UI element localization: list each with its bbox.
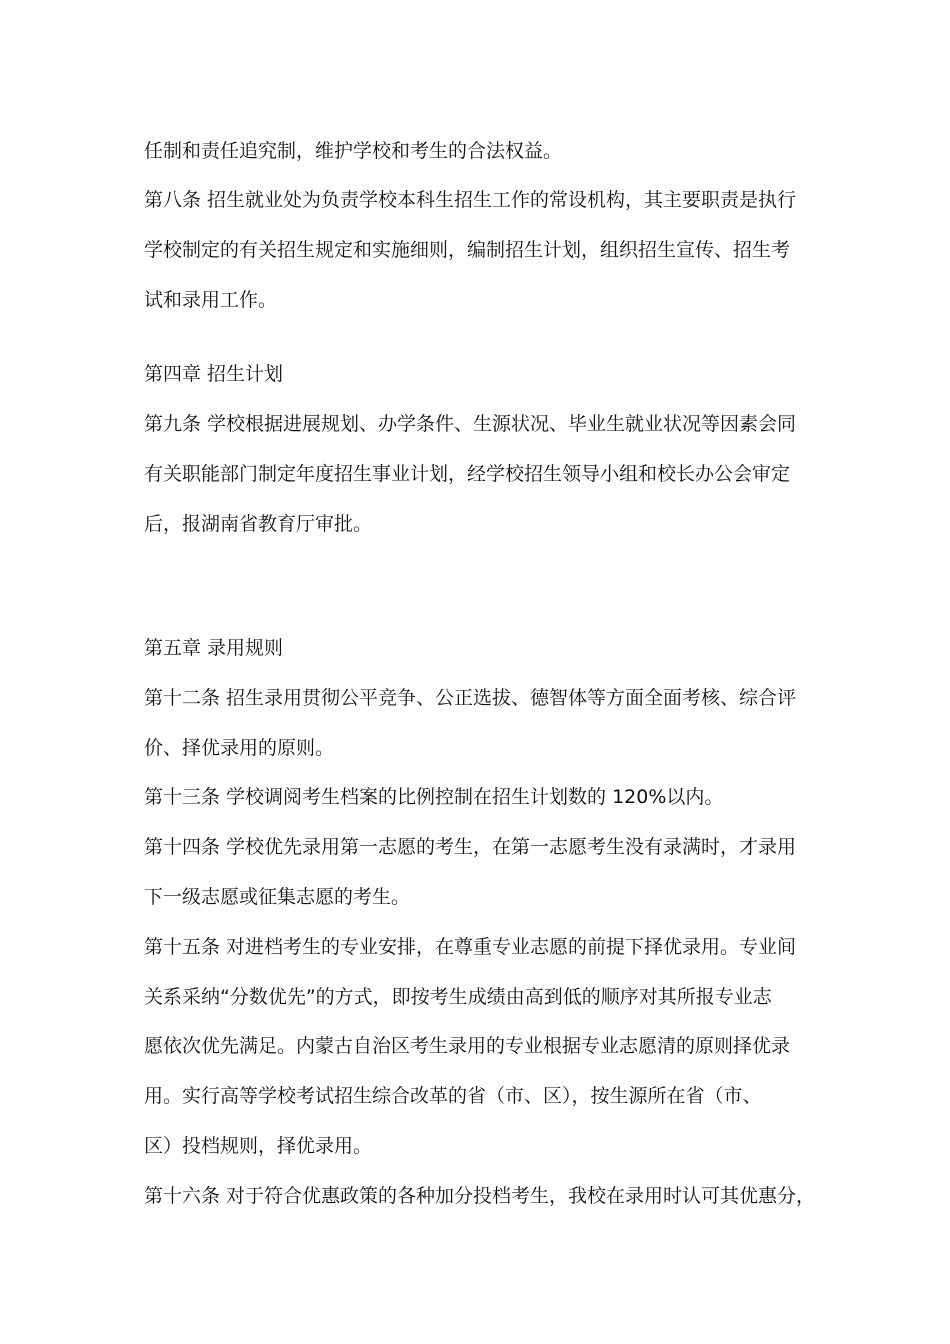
article-13-line-1: 第十三条 学校调阅考生档案的比例控制在招生计划数的 120%以内。 [144,786,724,808]
article-12-line-2: 价、择优录用的原则。 [144,737,335,759]
article-15-line-3: 愿依次优先满足。内蒙古自治区考生录用的专业根据专业志愿清的原则择优录 [144,1035,791,1057]
article-14-line-2: 下一级志愿或征集志愿的考生。 [144,886,411,908]
article-15-line-2: 关系采纳“分数优先”的方式，即按考生成绩由高到低的顺序对其所报专业志 [144,986,772,1008]
article-8-line-1: 第八条 招生就业处为负责学校本科生招生工作的常设机构，其主要职责是执行 [144,189,797,211]
article-15-line-1: 第十五条 对进档考生的专业安排，在尊重专业志愿的前提下择优录用。专业间 [144,936,797,958]
article-15-line-5: 区）投档规则，择优录用。 [144,1135,373,1157]
article-16-line-1: 第十六条 对于符合优惠政策的各种加分投档考生，我校在录用时认可其优惠分， [144,1185,816,1207]
article-9-line-3: 后，报湖南省教育厅审批。 [144,513,373,535]
chapter-5-heading: 第五章 录用规则 [144,637,284,659]
article-12-line-1: 第十二条 招生录用贯彻公平竞争、公正选拔、德智体等方面全面考核、综合评 [144,687,797,709]
article-14-line-1: 第十四条 学校优先录用第一志愿的考生，在第一志愿考生没有录满时，才录用 [144,836,797,858]
article-9-line-2: 有关职能部门制定年度招生事业计划，经学校招生领导小组和校长办公会审定 [144,463,791,485]
chapter-4-heading: 第四章 招生计划 [144,363,284,385]
article-8-line-3: 试和录用工作。 [144,289,278,311]
article-15-line-4: 用。实行高等学校考试招生综合改革的省（市、区），按生源所在省（市、 [144,1085,762,1107]
article-8-line-2: 学校制定的有关招生规定和实施细则，编制招生计划，组织招生宣传、招生考 [144,239,791,261]
article-9-line-1: 第九条 学校根据进展规划、办学条件、生源状况、毕业生就业状况等因素会同 [144,413,797,435]
text-line: 任制和责任追究制，维护学校和考生的合法权益。 [144,140,563,162]
